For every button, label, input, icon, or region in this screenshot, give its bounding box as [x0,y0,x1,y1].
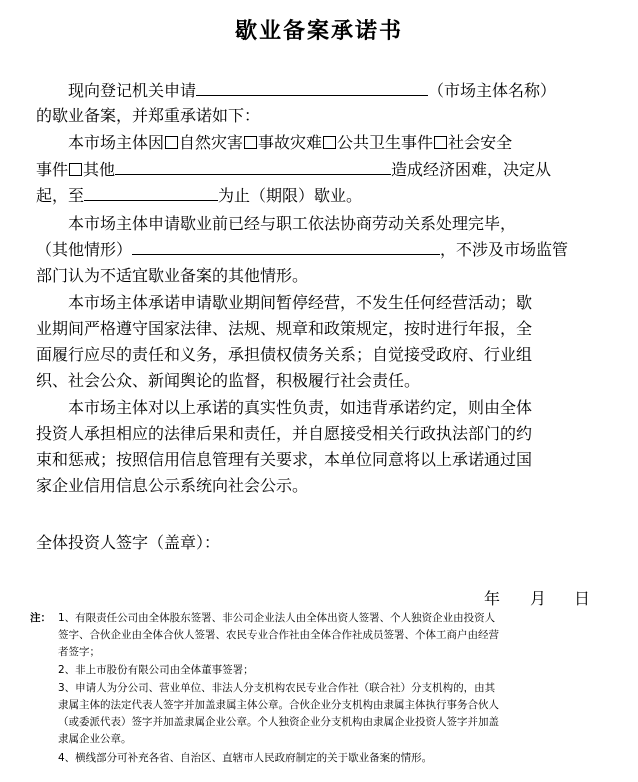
option-accident-disaster: 事故灾难 [258,133,323,152]
end-date-field[interactable] [84,186,218,201]
p2-line1 [68,133,512,153]
p1-line1 [68,81,556,101]
notes-heading: 注： [30,612,51,624]
other-reason-field[interactable] [115,160,391,175]
option-natural-disaster: 自然灾害 [179,133,244,152]
note-line: 隶属企业公章。 [58,733,132,745]
checkbox-accident-disaster[interactable] [244,136,257,149]
entity-name-field[interactable] [196,81,428,96]
p2-line2 [36,160,551,180]
p4-line: 织、社会公众、新闻舆论的监督，积极履行社会责任。 [36,371,421,390]
p5-line: 投资人承担相应的法律后果和责任，并自愿接受相关行政执法部门的约 [36,424,533,443]
date-year: 年 [484,589,501,608]
checkbox-public-health[interactable] [323,136,336,149]
note-line: 隶属主体的法定代表人签字并加盖隶属主体公章。合伙企业分支机构由隶属主体执行事务合伙人 [58,699,499,711]
note-line: 4、横线部分可补充各省、自治区、直辖市人民政府制定的关于歇业备案的情形。 [58,752,433,764]
p3-line3: 部门认为不适宜歇业备案的其他情形。 [36,266,309,285]
page-title: 歇业备案承诺书 [234,19,403,44]
note-line: 3、申请人为分公司、营业单位、非法人分支机构农民专业合作社（联合社）分支机构的，由其 [58,682,496,694]
p2-mid: 造成经济困难，决定从 [391,160,552,179]
p4-line: 业期间严格遵守国家法律、法规、规章和政策规定，按时进行年报，全 [36,319,533,338]
p5-line: 束和惩戒；按照信用信息管理有关要求，本单位同意将以上承诺通过国 [36,450,533,469]
p1-line2: 的歇业备案，并郑重承诺如下： [36,106,261,125]
other-situation-field[interactable] [132,240,440,255]
p5-line: 家企业信用信息公示系统向社会公示。 [36,476,309,495]
p2-line3-b: 为止（期限）歇业。 [218,186,363,205]
p1-prefix: 现向登记机关申请 [68,81,197,100]
p4-line: 本市场主体承诺申请歇业期间暂停经营，不发生任何经营活动；歇 [68,293,533,312]
p3-line2 [36,240,568,260]
p3-prefix: （其他情形） [36,240,133,259]
signature-label: 全体投资人签字（盖章）： [36,533,221,552]
p4-line: 面履行应尽的责任和义务，承担债权债务关系；自觉接受政府、行业组 [36,345,533,364]
date-month: 月 [530,589,547,608]
note-line: （或委派代表）签字并加盖隶属企业公章。个人独资企业分支机构由隶属企业投资人签字并加盖 [58,716,499,728]
p5-line: 本市场主体对以上承诺的真实性负责，如违背承诺约定，则由全体 [68,398,533,417]
p2-prefix: 本市场主体因 [68,133,165,152]
note-line: 签字、合伙企业由全体合伙人签署、农民专业合作社由全体合作社成员签署、个体工商户由经营 [58,629,499,641]
note-line: 者签字； [58,646,100,658]
p3-line1: 本市场主体申请歇业前已经与职工依法协商劳动关系处理完毕， [68,214,517,233]
option-social-security-cont: 事件 [36,160,69,179]
option-other: 其他 [83,160,116,179]
checkbox-natural-disaster[interactable] [165,136,178,149]
p1-suffix: （市场主体名称） [428,81,557,100]
p3-suffix: ，不涉及市场监管 [440,240,569,259]
p2-line3 [36,186,362,206]
note-line: 1、有限责任公司由全体股东签署、非公司企业法人由全体出资人签署、个人独资企业由投资人 [58,612,496,624]
note-line: 2、非上市股份有限公司由全体董事签署； [58,664,254,676]
p2-line3-a: 起，至 [36,186,85,205]
checkbox-social-security[interactable] [434,136,447,149]
option-public-health: 公共卫生事件 [337,133,434,152]
checkbox-other[interactable] [69,163,82,176]
option-social-security: 社会安全 [448,133,513,152]
date-day: 日 [574,589,591,608]
